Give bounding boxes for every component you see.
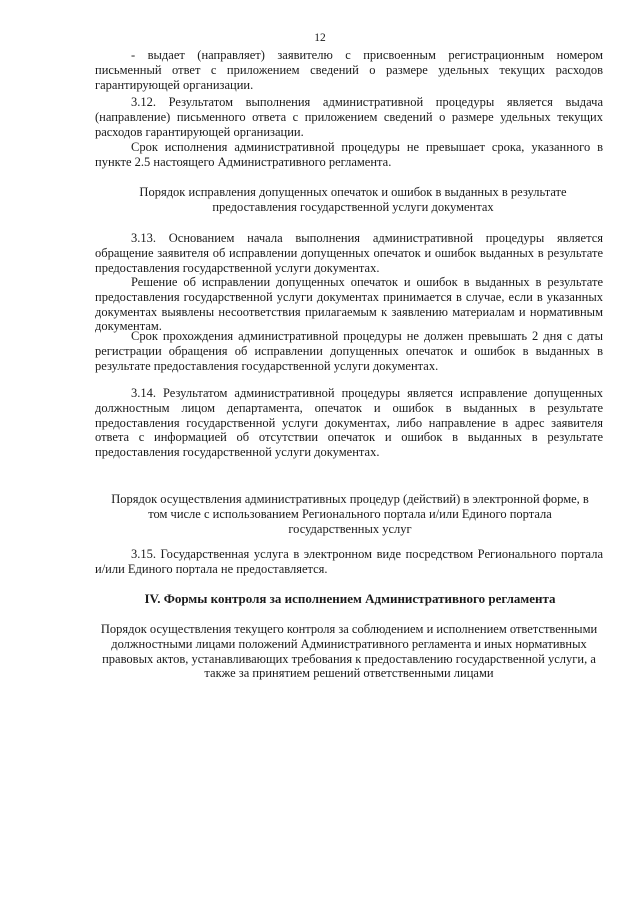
paragraph-3-13-decision: Решение об исправлении допущенных опечаток и ошибок в выданных в результате предоставления государственной услуги документах принимается в случае, если в указанных документах выявлены несоответствия прилагаемым к заявлению материалам и нормативным документам. (95, 275, 603, 334)
paragraph-3-13: 3.13. Основанием начала выполнения административной процедуры является обращение заявителя об исправлении допущенных опечаток и ошибок выданных в результате предоставления государственной услуги документах. (95, 231, 603, 275)
section-heading-current-control: Порядок осуществления текущего контроля за соблюдением и исполнением ответственными должностными лицами положений Административного регламента и иных нормативных правовых актов, устанавливающих требования к предоставлению государственной услуги, а также за принятием решений ответственными лицами (100, 622, 598, 681)
page-number: 12 (314, 32, 326, 44)
paragraph-3-12: 3.12. Результатом выполнения административной процедуры является выдача (направление) письменного ответа с приложением сведений о размере удельных текущих расходов гарантирующей организации. (95, 95, 603, 139)
section-heading-corrections: Порядок исправления допущенных опечаток и ошибок в выданных в результате предоставления государственной услуги документах (139, 185, 567, 214)
paragraph-3-13-deadline: Срок прохождения административной процедуры не должен превышать 2 дня с даты регистрации обращения об исправлении допущенных опечаток и ошибок в выданных в результате предоставления государственной услуги документах. (95, 329, 603, 373)
paragraph-bullet-response: - выдает (направляет) заявителю с присвоенным регистрационным номером письменный ответ с приложением сведений о размере удельных текущих расходов гарантирующей организации. (95, 48, 603, 92)
paragraph-3-12-deadline: Срок исполнения административной процедуры не превышает срока, указанного в пункте 2.5 настоящего Административного регламента. (95, 140, 603, 169)
chapter-heading-iv: IV. Формы контроля за исполнением Административного регламента (144, 591, 556, 606)
paragraph-3-15: 3.15. Государственная услуга в электронном виде посредством Регионального портала и/или Единого портала не предоставляется. (95, 547, 603, 576)
paragraph-3-14: 3.14. Результатом административной процедуры является исправление допущенных должностным лицом департамента, опечаток и ошибок в выданных в результате предоставления государственной услуги документах, либо направление в адрес заявителя ответа с информацией об отсутствии опечаток и ошибок в выданных в результате предоставления государственной услуги документах. (95, 386, 603, 460)
section-heading-electronic: Порядок осуществления административных процедур (действий) в электронной форме, в том числе с использованием Регионального портала и/или Единого портала государственных услуг (111, 492, 589, 536)
